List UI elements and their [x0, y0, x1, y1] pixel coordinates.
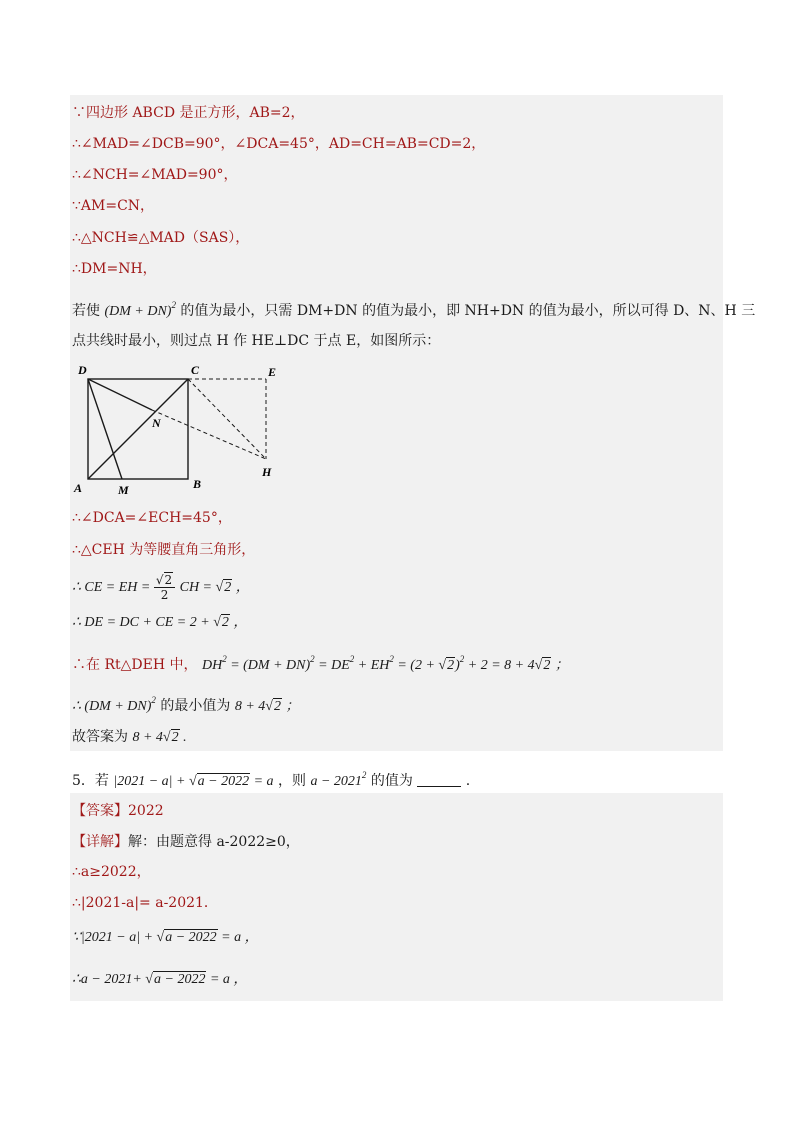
answer-line-4: ∴|2021-a|= a-2021．: [72, 895, 218, 911]
label-b: B: [193, 477, 202, 491]
solution-line-12: ∴ DE = DC + CE = 2 + √2 ，: [72, 615, 248, 630]
label-m: M: [118, 483, 129, 497]
answer-blank: [417, 772, 461, 787]
answer-line-6: ∴a − 2021+ √a − 2022 = a ，: [72, 972, 248, 987]
label-n: N: [152, 416, 161, 430]
solution-line-3: ∴∠NCH=∠MAD=90°，: [72, 167, 238, 183]
solution-line-1: ∵四边形 ABCD 是正方形，AB=2，: [72, 105, 305, 121]
sqrt2-over-2-fraction: $\frac{√2}{2}$: [154, 573, 175, 602]
solution-line-11: ∴ CE = EH = $\frac{√2}{2}$ CH = √2 ，: [72, 572, 250, 602]
segment-dm: [88, 379, 122, 479]
answer-line-1: 【答案】2022: [72, 803, 164, 819]
label-d: D: [78, 363, 87, 377]
label-c: C: [191, 363, 200, 377]
solution-line-15: 故答案为 8 + 4√2 .: [72, 729, 187, 745]
question-5: 5．若 |2021 − a| + √a − 2022 = a ，则 $a - 2021^2$ 的值为 .: [72, 770, 471, 789]
answer-line-2: 【详解】解：由题意得 a-2022≥0，: [72, 834, 300, 850]
answer-line-3: ∴a≥2022，: [72, 864, 151, 880]
solution-line-4: ∵AM=CN，: [72, 198, 155, 214]
solution-line-14: ∴ (DM + DN)$^2$ 的最小值为 8 + 4√2 ；: [72, 695, 300, 714]
solution-line-5: ∴△NCH≌△MAD（SAS），: [72, 230, 250, 246]
dm-dn-squared-expr: (DM + DN)$^2$: [104, 300, 176, 319]
solution-line-10: ∴△CEH 为等腰直角三角形，: [72, 542, 256, 558]
solution-line-9: ∴∠DCA=∠ECH=45°，: [72, 510, 232, 526]
diagonal-ac: [88, 379, 188, 479]
dashed-nh: [152, 410, 266, 459]
solution-line-2: ∴∠MAD=∠DCB=90°，∠DCA=45°，AD=CH=AB=CD=2，: [72, 136, 486, 152]
label-e: E: [268, 365, 277, 379]
label-a: A: [74, 481, 83, 495]
solution-line-6: ∴DM=NH，: [72, 261, 157, 277]
solution-line-13: ∴在 Rt△DEH 中， $DH^2 = (DM + DN)^2 = DE^2 + EH^2 = (2 + √2)^2 + 2 = 8 + 4√2$ ；: [72, 654, 569, 673]
answer-line-5: ∵|2021 − a| + √a − 2022 = a ，: [72, 930, 259, 945]
geometry-figure: [72, 362, 292, 498]
solution-line-8: 点共线时最小，则过点 H 作 HE⊥DC 于点 E，如图所示：: [72, 333, 441, 349]
dashed-ch: [188, 379, 266, 459]
label-h: H: [262, 465, 272, 479]
solution-line-7: 若使 (DM + DN)$^2$ 的值为最小，只需 DM+DN 的值为最小，即 NH+DN 的值为最小，所以可得 D、N、H 三: [72, 300, 756, 319]
